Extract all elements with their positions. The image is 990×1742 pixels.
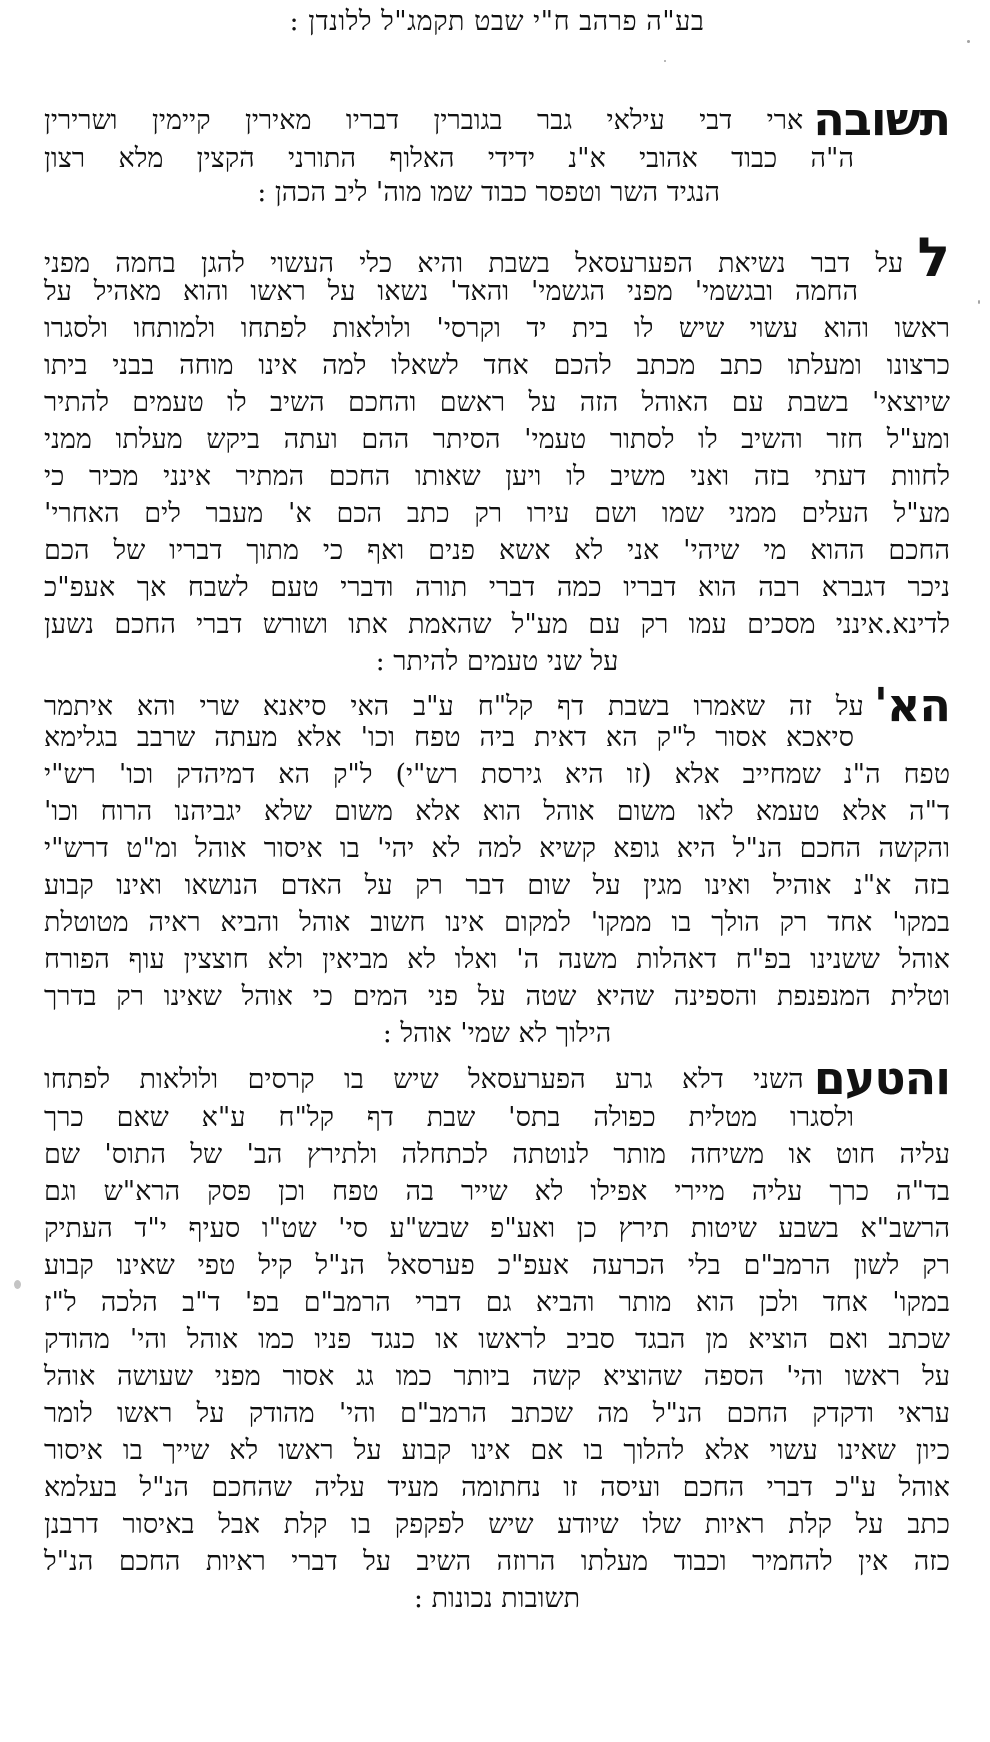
- line-text: על זה שאמרו בשבת דף קל"ח ע"ב האי סיאנא שרי והא איתמר: [44, 691, 864, 722]
- text-line: [44, 226, 950, 289]
- text-line: לדינא.אינני מסכים עמו רק עם מע"ל שהאמת אתו ושורש דברי החכם נשען: [44, 609, 950, 640]
- text-line: כתב על קלת ראיות שלו שיודע שיש לפקפק בו קלת אבל באיסור דרבנן: [44, 1509, 950, 1540]
- text-line: [44, 92, 950, 146]
- scan-speckle: [664, 60, 666, 62]
- text-line: אוהל ששנינו בפ"ח דאהלות משנה ה' ואלו לא מביאין ולא חוצצין עוף הפורח: [44, 944, 950, 975]
- text-line: במקו' אחד ולכן הוא מותר והביא גם דברי הרמב"ם בפ' ד"ב הלכה ל"ז: [44, 1287, 950, 1318]
- scanned-page: [44, 0, 950, 1742]
- text-line: טפח ה"נ שמחייב אלא (זו היא גירסת רש"י) ל"ק הא דמיהדק וכו' רש"י: [44, 759, 950, 790]
- text-line: [44, 678, 950, 732]
- text-line: שכתב ואם הוציא מן הבגד סביב לראשו או כנגד פניו כמו אוהל והי' מהודק: [44, 1324, 950, 1355]
- text-line: כרצונו ומעלתו כתב מכתב להכם אחד לשאלו למה אינו מוחה בבני ביתו: [44, 350, 950, 381]
- section-al-davar: [44, 226, 950, 680]
- text-line: עראי ודקדק החכם הנ"ל מה שכתב הרמב"ם והי' מהודק על ראשו לומר: [44, 1398, 950, 1429]
- drop-cap: ל: [917, 226, 950, 289]
- section-ha-aleph: [44, 678, 950, 1052]
- text-line: בזה א"נ אוהיל ואינו מגין על שום דבר רק על האדם הנושאו ואינו קבוע: [44, 870, 950, 901]
- text-line: החכם ההוא מי שיהי' אני לא אשא פנים ואף כי מתוך דבריו של הכם: [44, 535, 950, 566]
- text-line: אוהל ע"כ דברי החכם ועיסה זו נחתומה מעיד עליה שהחכם הנ"ל בעלמא: [44, 1472, 950, 1503]
- text-line: בד"ה כרך עליה מיירי אפילו לא שייר בה טפח וכן פסק הרא"ש וגם: [44, 1176, 950, 1207]
- text-line: סיאכא אסור ל"ק הא דאית ביה טפח וכו' אלא מעתה שרבב בגלימא: [44, 722, 854, 753]
- text-line: הילוך לא שמי' אוהל :: [382, 1018, 612, 1049]
- text-line: רק לשון הרמב"ם בלי הכרעה אעפ"כ פערסאל הנ"ל קיל טפי שאינו קבוע: [44, 1250, 950, 1281]
- text-line: ומע"ל חזר והשיב לו לסתור טעמי' הסיתר ההם ועתה ביקש מעלתו ממני: [44, 424, 950, 455]
- text-line: ד"ה אלא טעמא לאו משום אוהל הוא אלא משום שלא יגביהנו הרוח וכו': [44, 796, 950, 827]
- scan-speckle: [978, 300, 980, 304]
- text-line: עליה חוט או משיחה מותר לנוטתה לכתחלה ולתירץ הב' של התוס' שם: [44, 1139, 950, 1170]
- text-line: כזה אין להחמיר וכבוד מעלתו הרוזה השיב על דברי ראיות החכם הנ"ל: [44, 1546, 950, 1577]
- text-line: ראשו והוא עשוי שיש לו בית יד וקרסי' ולולאות לפתחו ולמותחו ולסגרו: [44, 313, 950, 344]
- text-line: ה"ה כבוד אהובי א"נ ידידי האלוף התורני הקצין מלא רצון: [44, 143, 854, 174]
- text-line: על שני טעמים להיתר :: [375, 646, 619, 677]
- text-line: במקו' אחד רק הולך בו ממקו' למקום אינו חשוב אוהל והביא ראיה מטוטלת: [44, 907, 950, 938]
- text-line: הנגיד השר וטפסר כבוד שמו מוה' ליב הכהן :: [257, 177, 720, 208]
- text-line: וטלית המנפנפת והספינה שהיא שטה על פני המים כי אוהל שאינו רק בדרך: [44, 981, 950, 1012]
- text-line: והקשה החכם הנ"ל היא גופא קשיא למה לא יהי' בו איסור אוהל ומ"ט דרש"י: [44, 833, 950, 864]
- text-line: ניכר דגברא רבה הוא דבריו כמה דברי תורה ודברי טעם לשבח אך אעפ"כ: [44, 572, 950, 603]
- line-text: השני דלא גרע הפערעסאל שיש בו קרסים ולולאות לפתחו: [44, 1064, 804, 1095]
- section-opener: תשובה: [813, 92, 950, 146]
- text-line: הרשב"א בשבע שיטות תירץ כן ואע"פ שבש"ע סי' שט"ו סעיף י"ד העתיק: [44, 1213, 950, 1244]
- text-line: ולסגרו מטלית כפולה בתס' שבת דף קל"ח ע"א שאם כרך: [44, 1102, 854, 1133]
- text-line: מע"ל העלים ממני שמו ושם עירו רק כתב הכם א' מעבר לים האחרי': [44, 498, 950, 529]
- section-teshuvah: [44, 92, 950, 210]
- text-line: לחוות דעתי בזה ואני משיב לו ויען שאותו החכם המתיר אינני מכיר כי: [44, 461, 950, 492]
- scan-speckle: [967, 40, 970, 43]
- text-line: כיון שאינו עשוי אלא להלוך בו אם אינו קבוע על ראשו לא שייך בו איסור: [44, 1435, 950, 1466]
- text-line: החמה ובגשמי' מפני הגשמי' והאד' נשאו על ראשו והוא מאהיל על: [44, 276, 858, 307]
- text-line: שיוצאי' בשבת עם האוהל הזה על ראשם והחכם השיב לו טעמים להתיר: [44, 387, 950, 418]
- text-line: על ראשו והי' הספה שהוציא קשה ביותר כמו גג אסור מפני שעושה אוהל: [44, 1361, 950, 1392]
- line-text: על דבר נשיאת הפערעסאל בשבת והיא כלי העשוי להגן בחמה מפני: [44, 248, 904, 279]
- line-text: ארי דבי עילאי גבר בגוברין דבריו מאירין קיימין ושרירין: [44, 105, 804, 136]
- section-opener: הא': [873, 678, 950, 732]
- scan-speckle: [14, 1280, 21, 1289]
- text-line: [44, 1051, 950, 1105]
- section-opener: והטעם: [813, 1051, 950, 1105]
- page-header: בע"ה פרהב ח"י שבט תקמג"ל ללונדן :: [289, 6, 705, 37]
- text-line: תשובות נכונות :: [413, 1583, 581, 1614]
- section-ve-hateam: [44, 1051, 950, 1617]
